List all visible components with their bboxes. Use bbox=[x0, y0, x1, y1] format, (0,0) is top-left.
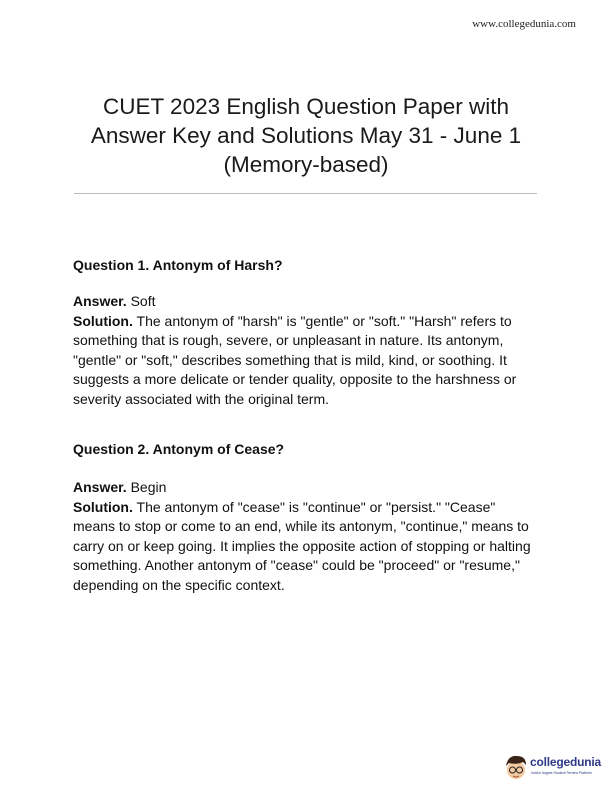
answer-label: Answer. bbox=[73, 479, 127, 495]
mascot-icon bbox=[503, 752, 529, 782]
logo-name: collegedunia bbox=[530, 755, 601, 769]
divider bbox=[74, 193, 537, 194]
solution-label: Solution. bbox=[73, 312, 133, 329]
solution-line: The antonym of "harsh" is "gentle" or "soft." "Harsh" refers to bbox=[136, 312, 512, 329]
answer-value: Soft bbox=[130, 293, 156, 309]
solution-line: depending on the specific context. bbox=[73, 576, 285, 593]
collegedunia-logo bbox=[503, 752, 603, 782]
question-1-answer-block bbox=[73, 292, 553, 409]
question-2-heading: Question 2. Antonym of Cease? bbox=[73, 441, 285, 457]
solution-line: means to stop or come to an end, while its antonym, "continue," means to bbox=[73, 518, 529, 534]
solution-line: The antonym of "cease" is "continue" or "persist." "Cease" bbox=[136, 498, 496, 515]
solution-line: something that is rough, severe, or unpleasant in nature. Its antonym, bbox=[73, 332, 504, 348]
question-1-heading: Question 1. Antonym of Harsh? bbox=[73, 257, 283, 273]
title-line: CUET 2023 English Question Paper with bbox=[102, 94, 510, 119]
solution-label: Solution. bbox=[73, 498, 133, 515]
page-title bbox=[40, 92, 572, 179]
solution-line: "gentle" or "soft," describes something that is mild, kind, or soothing. It bbox=[73, 351, 507, 368]
solution-line: suggests a more delicate or tender quality, opposite to the harshness or bbox=[73, 371, 517, 387]
solution-line: severity associated with the original term. bbox=[73, 390, 329, 407]
solution-line: carry on or keep going. It implies the opposite action of stopping or halting bbox=[73, 537, 531, 554]
title-line: Answer Key and Solutions May 31 - June 1 bbox=[90, 123, 522, 148]
solution-line: something. Another antonym of "cease" could be "proceed" or "resume," bbox=[73, 557, 520, 573]
question-2-answer-block bbox=[73, 478, 553, 595]
answer-value: Begin bbox=[130, 479, 167, 495]
answer-label: Answer. bbox=[73, 293, 127, 309]
title-line: (Memory-based) bbox=[223, 152, 389, 177]
site-url: www.collegedunia.com bbox=[472, 18, 576, 30]
logo-tagline: India's largest Student Review Platform bbox=[531, 771, 592, 775]
